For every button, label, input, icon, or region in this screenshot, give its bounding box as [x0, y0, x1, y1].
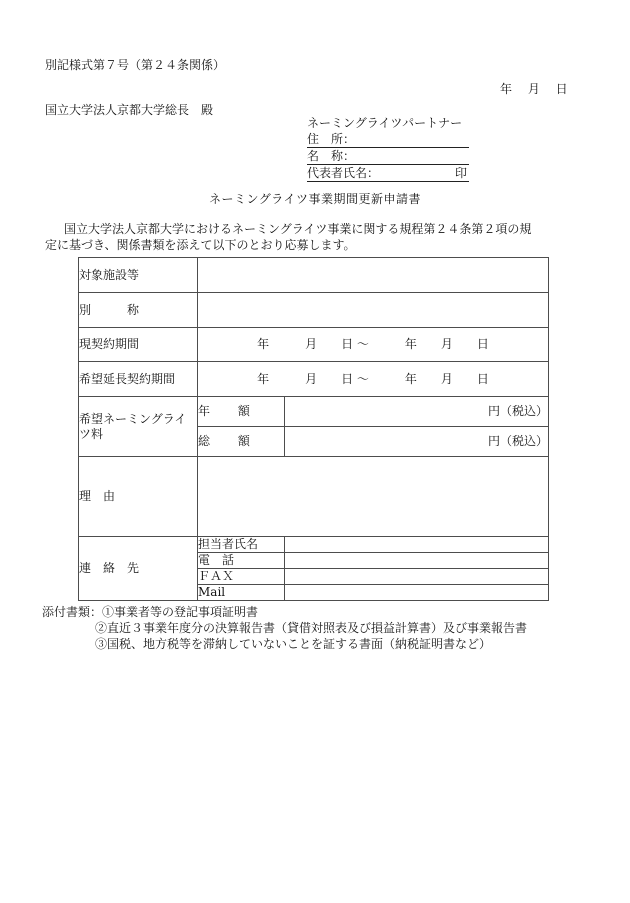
row-current-period — [79, 328, 549, 362]
fee-total-label: 総 額 — [198, 427, 285, 457]
addressee-line: 国立大学法人京都大学総長 殿 — [45, 103, 214, 117]
attachments-note — [42, 604, 527, 652]
fee-total-amount-cell: 円（税込） — [285, 427, 549, 457]
attachment-item-2: ②直近３事業年度分の決算報告書（貸借対照表及び損益計算書）及び事業報告書 — [95, 621, 528, 635]
fee-annual-label: 年 額 — [198, 397, 285, 427]
partner-heading: ネーミングライツパートナー — [307, 116, 463, 130]
extension-period-label: 希望延長契約期間 — [79, 362, 198, 397]
contact-mail-input-cell — [285, 585, 549, 601]
contact-fax-input-cell — [285, 569, 549, 585]
contact-person-input-cell — [285, 537, 549, 553]
extension-period-value-cell: 年 月 日 ～ 年 月 日 — [198, 362, 549, 397]
attachments-label: 添付書類： — [42, 605, 103, 619]
current-period-value-cell: 年 月 日 ～ 年 月 日 — [198, 328, 549, 362]
alias-label: 別 称 — [79, 293, 198, 328]
row-facility — [79, 258, 549, 293]
alias-input-cell — [198, 293, 549, 328]
contact-tel-input-cell — [285, 553, 549, 569]
contact-fax-label: ＦＡＸ — [198, 569, 285, 585]
attachments-line-1 — [42, 604, 527, 620]
fee-label: 希望ネーミングライツ料 — [79, 397, 198, 457]
partner-signature-block — [307, 115, 469, 182]
seal-mark: 印 — [454, 166, 467, 180]
row-contact-person — [79, 537, 549, 553]
row-alias — [79, 293, 549, 328]
partner-name-line — [307, 148, 469, 165]
current-period-label: 現契約期間 — [79, 328, 198, 362]
facility-label: 対象施設等 — [79, 258, 198, 293]
fee-annual-amount-cell: 円（税込） — [285, 397, 549, 427]
partner-representative-line — [307, 165, 469, 182]
partner-name-label: 名 称： — [307, 149, 356, 163]
contact-mail-label: Mail — [198, 585, 285, 601]
partner-representative-label: 代表者氏名： — [307, 166, 380, 180]
attachment-item-3: ③国税、地方税等を滞納していないことを証する書面（納税証明書など） — [95, 637, 492, 651]
form-number: 別記様式第７号（第２４条関係） — [45, 58, 226, 72]
page-title: ネーミングライツ事業期間更新申請書 — [209, 192, 421, 206]
body-paragraph: 国立大学法人京都大学におけるネーミングライツ事業に関する規程第２４条第２項の規定に基づき、関係書類を添えて以下のとおり応募します。 — [45, 222, 532, 252]
attachment-item-1: ①事業者等の登記事項証明書 — [102, 605, 259, 619]
contact-person-label: 担当者氏名 — [198, 537, 285, 553]
reason-input-cell — [198, 457, 549, 537]
partner-address-label: 住 所： — [307, 132, 356, 146]
partner-address-line — [307, 131, 469, 148]
contact-tel-label: 電 話 — [198, 553, 285, 569]
reason-label: 理 由 — [79, 457, 198, 537]
row-reason — [79, 457, 549, 537]
application-form-table — [78, 257, 549, 601]
facility-input-cell — [198, 258, 549, 293]
date-blank-line: 年 月 日 — [500, 82, 568, 96]
contact-label: 連 絡 先 — [79, 537, 198, 601]
row-fee-annual — [79, 397, 549, 427]
row-extension-period — [79, 362, 549, 397]
